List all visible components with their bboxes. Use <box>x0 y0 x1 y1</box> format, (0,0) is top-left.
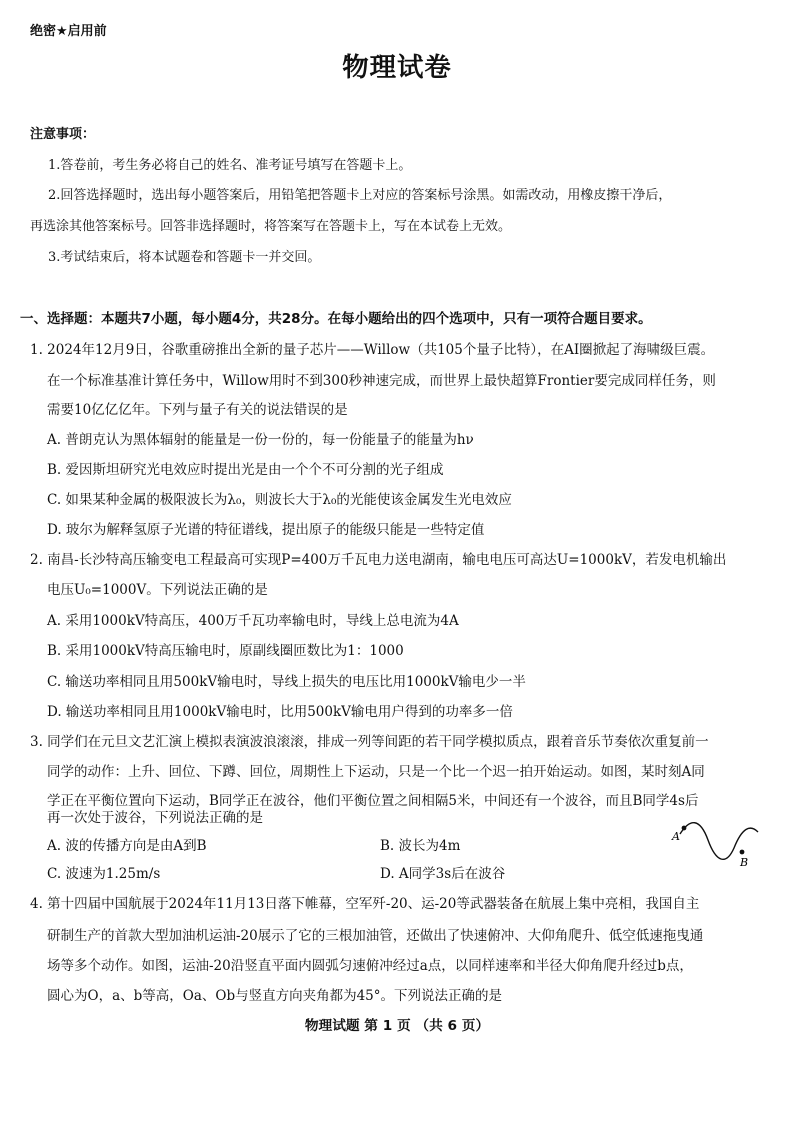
q1-option-c: C. 如果某种金属的极限波长为λ₀，则波长大于λ₀的光能使该金属发生光电效应 <box>47 492 512 508</box>
point-a-marker <box>682 826 687 831</box>
q3-stem-3: 学正在平衡位置向下运动，B同学正在波谷，他们平衡位置之间相隔5米，中间还有一个波谷，而且B同学4s后 <box>47 793 699 809</box>
section-heading: 一、选择题：本题共7小题，每小题4分，共28分。在每小题给出的四个选项中，只有一项符合题目要求。 <box>20 311 652 327</box>
notice-line-2: 2.回答选择题时，选出每小题答案后，用铅笔把答题卡上对应的答案标号涂黑。如需改动，用橡皮擦干净后， <box>48 188 672 203</box>
q3-stem-1: 3. 同学们在元旦文艺汇演上模拟表演波浪滚滚，排成一列等间距的若干同学模拟质点，跟着音乐节奏依次重复前一 <box>30 734 709 750</box>
q3-stem-4: 再一次处于波谷，下列说法正确的是 <box>47 810 263 826</box>
q2-stem-1: 2. 南昌-长沙特高压输变电工程最高可实现P=400万千瓦电力送电湖南，输电电压可高达U=1000kV，若发电机输出 <box>30 552 727 568</box>
q3-option-d: D. A同学3s后在波谷 <box>380 866 506 882</box>
notice-heading: 注意事项： <box>30 127 96 142</box>
q4-stem-4: 圆心为O，a、b等高，Oa、Ob与竖直方向夹角都为45°。下列说法正确的是 <box>47 988 503 1004</box>
q2-option-d: D. 输送功率相同且用1000kV输电时，比用500kV输电用户得到的功率多一倍 <box>47 704 513 720</box>
confidential-mark: 绝密★启用前 <box>30 24 107 39</box>
wave-curve <box>680 823 758 860</box>
q4-stem-3: 场等多个动作。如图，运油-20沿竖直平面内圆弧匀速俯冲经过a点，以同样速率和半径大仰角爬升经过b点， <box>47 958 693 974</box>
point-b-label: B <box>740 856 749 869</box>
q2-stem-2: 电压U₀=1000V。下列说法正确的是 <box>47 582 268 598</box>
notice-line-2-cont: 再选涂其他答案标号。回答非选择题时，将答案写在答题卡上，写在本试卷上无效。 <box>30 219 512 234</box>
notice-line-1: 1.答卷前，考生务必将自己的姓名、准考证号填写在答题卡上。 <box>48 158 412 173</box>
q1-stem-2: 在一个标准基准计算任务中，Willow用时不到300秒神速完成，而世界上最快超算Frontier要完成同样任务，则 <box>47 373 716 389</box>
q3-option-a: A. 波的传播方向是由A到B <box>47 838 207 854</box>
q1-stem-3: 需要10亿亿亿年。下列与量子有关的说法错误的是 <box>47 402 348 418</box>
q2-option-a: A. 采用1000kV特高压，400万千瓦功率输电时，导线上总电流为4A <box>47 613 459 629</box>
q2-option-b: B. 采用1000kV特高压输电时，原副线圈匝数比为1：1000 <box>47 643 404 659</box>
q1-option-b: B. 爱因斯坦研究光电效应时提出光是由一个个不可分割的光子组成 <box>47 462 444 478</box>
q2-option-c: C. 输送功率相同且用500kV输电时，导线上损失的电压比用1000kV输电少一半 <box>47 674 526 690</box>
q4-stem-2: 研制生产的首款大型加油机运油-20展示了它的三根加油管，还做出了快速俯冲、大仰角爬升、低空低速拖曳通 <box>47 928 704 944</box>
page-footer: 物理试题 第 1 页 （共 6 页） <box>304 1018 490 1034</box>
q3-stem-2: 同学的动作：上升、回位、下蹲、回位，周期性上下运动，只是一个比一个迟一拍开始运动。如图，某时刻A同 <box>47 764 705 780</box>
q3-option-b: B. 波长为4m <box>380 838 461 854</box>
q4-stem-1: 4. 第十四届中国航展于2024年11月13日落下帷幕，空军歼-20、运-20等武器装备在航展上集中亮相，我国自主 <box>30 896 700 912</box>
q1-option-d: D. 玻尔为解释氢原子光谱的特征谱线，提出原子的能级只能是一些特定值 <box>47 522 485 538</box>
q3-option-c: C. 波速为1.25m/s <box>47 866 161 882</box>
notice-line-3: 3.考试结束后，将本试题卷和答题卡一并交回。 <box>48 250 321 265</box>
q1-option-a: A. 普朗克认为黑体辐射的能量是一份一份的，每一份能量子的能量为hν <box>47 432 474 448</box>
page-title: 物理试卷 <box>342 53 452 83</box>
point-a-label: A <box>672 830 680 843</box>
q1-stem-1: 1. 2024年12月9日，谷歌重磅推出全新的量子芯片——Willow（共105个量子比特），在AI圈掀起了海啸级巨震。 <box>30 342 715 358</box>
point-b-marker <box>740 850 745 855</box>
wave-figure <box>668 814 768 874</box>
